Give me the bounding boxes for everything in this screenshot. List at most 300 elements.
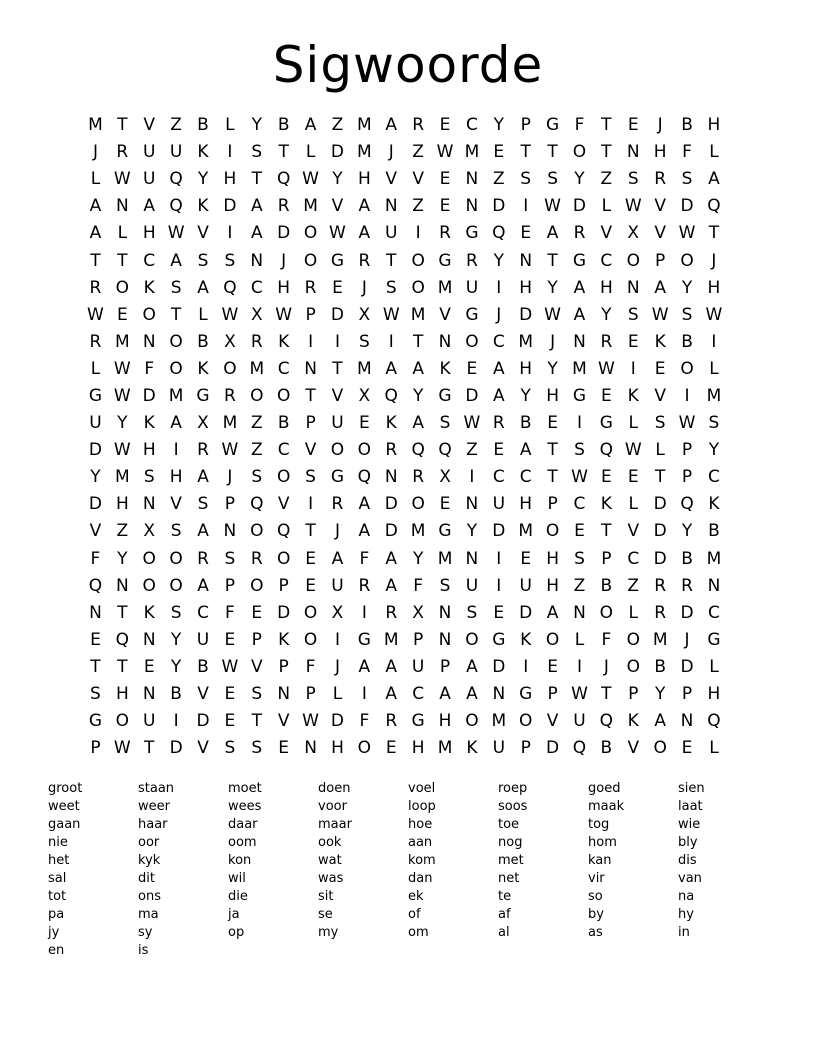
grid-letter: D: [330, 711, 344, 732]
grid-letter: S: [197, 494, 209, 515]
grid-letter: R: [412, 115, 425, 136]
grid-letter: E: [520, 223, 532, 244]
word-bank-item: net: [498, 871, 520, 886]
grid-letter: W: [113, 440, 131, 461]
grid-row: [82, 247, 727, 274]
grid-letter: O: [465, 711, 479, 732]
grid-letter: O: [465, 331, 479, 352]
grid-letter: U: [143, 711, 156, 732]
grid-letter: E: [439, 494, 451, 515]
grid-letter: D: [330, 304, 344, 325]
word-bank-item: gaan: [48, 817, 81, 832]
word-bank-item: kom: [408, 853, 436, 868]
grid-letter: Q: [680, 494, 694, 515]
word-bank-item: dis: [678, 853, 697, 868]
grid-letter: Z: [600, 169, 613, 190]
grid-letter: R: [573, 223, 586, 244]
grid-letter: A: [412, 413, 424, 434]
grid-letter: Y: [170, 629, 182, 650]
word-bank-item: by: [588, 907, 604, 922]
grid-letter: P: [655, 250, 666, 271]
grid-letter: D: [492, 521, 506, 542]
grid-letter: T: [278, 142, 289, 163]
grid-letter: M: [115, 331, 130, 352]
grid-letter: N: [142, 684, 156, 705]
grid-letter: E: [305, 575, 316, 596]
grid-letter: X: [439, 467, 451, 488]
grid-letter: O: [653, 738, 667, 759]
grid-letter: C: [707, 467, 720, 488]
grid-letter: T: [547, 440, 558, 461]
grid-letter: O: [519, 711, 533, 732]
word-bank-item: nog: [498, 835, 523, 850]
grid-letter: Q: [707, 711, 721, 732]
grid-letter: I: [227, 142, 233, 163]
word-bank-item: ook: [318, 835, 342, 850]
grid-row: [82, 112, 727, 139]
grid-letter: L: [601, 196, 612, 217]
grid-letter: V: [331, 385, 344, 406]
grid-letter: S: [305, 467, 316, 488]
grid-letter: R: [385, 440, 398, 461]
grid-letter: I: [227, 223, 233, 244]
grid-letter: V: [331, 196, 344, 217]
grid-letter: P: [224, 494, 236, 515]
grid-letter: G: [196, 385, 210, 406]
grid-letter: O: [303, 250, 318, 271]
grid-letter: H: [707, 684, 721, 705]
grid-letter: G: [465, 304, 479, 325]
grid-letter: V: [439, 304, 451, 325]
word-bank-item: sal: [48, 871, 67, 886]
grid-letter: R: [681, 575, 693, 596]
word-bank-item: oom: [228, 835, 257, 850]
grid-letter: J: [711, 250, 717, 271]
grid-letter: W: [167, 223, 185, 244]
grid-letter: K: [143, 602, 155, 623]
grid-letter: I: [684, 385, 690, 406]
word-bank-item: wat: [318, 853, 342, 868]
grid-letter: J: [550, 331, 556, 352]
grid-letter: K: [520, 629, 532, 650]
word-bank-item: laat: [678, 799, 703, 814]
grid-letter: T: [601, 115, 612, 136]
word-bank-item: het: [48, 853, 70, 868]
grid-letter: A: [492, 385, 505, 406]
grid-letter: W: [275, 304, 293, 325]
grid-letter: D: [680, 602, 694, 623]
grid-letter: O: [680, 250, 694, 271]
grid-letter: E: [627, 331, 639, 352]
grid-letter: W: [651, 304, 669, 325]
grid-letter: S: [170, 602, 182, 623]
grid-letter: A: [439, 684, 451, 705]
grid-letter: N: [573, 331, 586, 352]
grid-letter: E: [547, 656, 558, 677]
word-bank-item: hy: [678, 907, 694, 922]
grid-letter: V: [654, 223, 666, 244]
grid-letter: N: [680, 711, 694, 732]
grid-letter: L: [709, 358, 719, 379]
grid-letter: H: [115, 684, 129, 705]
grid-letter: P: [224, 575, 236, 596]
grid-letter: K: [278, 629, 290, 650]
grid-letter: W: [221, 440, 239, 461]
grid-letter: I: [308, 494, 314, 515]
grid-letter: E: [116, 304, 128, 325]
word-bank-item: aan: [408, 835, 433, 850]
grid-letter: V: [412, 169, 424, 190]
word-bank-item: al: [498, 925, 510, 940]
grid-letter: B: [197, 656, 209, 677]
grid-letter: Z: [492, 169, 505, 190]
word-bank-item: vir: [588, 871, 605, 886]
grid-letter: U: [519, 575, 532, 596]
grid-letter: Y: [466, 521, 478, 542]
grid-letter: S: [170, 521, 182, 542]
grid-letter: C: [627, 548, 640, 569]
grid-letter: T: [601, 684, 612, 705]
grid-letter: R: [250, 548, 263, 569]
grid-letter: Q: [223, 277, 237, 298]
grid-letter: A: [197, 467, 209, 488]
grid-letter: Y: [117, 548, 128, 569]
grid-letter: M: [115, 467, 130, 488]
grid-letter: Z: [331, 115, 344, 136]
word-bank-item: dit: [138, 871, 155, 886]
grid-row: [82, 302, 727, 329]
grid-letter: N: [277, 684, 291, 705]
grid-letter: H: [546, 575, 559, 596]
grid-letter: G: [357, 629, 371, 650]
grid-row: [82, 275, 727, 302]
grid-letter: Z: [116, 521, 129, 542]
grid-letter: A: [358, 196, 371, 217]
grid-letter: A: [89, 196, 102, 217]
grid-letter: F: [359, 548, 370, 569]
grid-letter: U: [465, 277, 479, 298]
grid-letter: O: [169, 331, 183, 352]
grid-letter: V: [197, 738, 209, 759]
grid-letter: S: [520, 169, 532, 190]
word-bank-item: kan: [588, 853, 612, 868]
grid-letter: Y: [681, 521, 693, 542]
grid-letter: G: [572, 250, 587, 271]
grid-letter: B: [600, 738, 613, 759]
word-bank-item: maar: [318, 817, 352, 832]
grid-row: [82, 356, 727, 383]
grid-letter: R: [385, 711, 398, 732]
grid-letter: I: [308, 331, 314, 352]
word-bank-item: moet: [228, 781, 262, 796]
word-bank-item: nie: [48, 835, 68, 850]
grid-letter: T: [601, 521, 612, 542]
grid-letter: M: [437, 277, 453, 298]
grid-letter: F: [413, 575, 424, 596]
grid-letter: Y: [197, 169, 209, 190]
grid-letter: S: [466, 602, 478, 623]
grid-letter: P: [681, 467, 693, 488]
grid-letter: E: [627, 115, 639, 136]
grid-letter: N: [115, 575, 129, 596]
grid-letter: K: [197, 196, 209, 217]
grid-letter: H: [277, 277, 291, 298]
grid-letter: N: [626, 142, 640, 163]
grid-letter: M: [652, 629, 668, 650]
grid-letter: W: [544, 196, 561, 217]
grid-letter: Y: [493, 115, 504, 136]
grid-letter: T: [251, 711, 262, 732]
grid-letter: I: [711, 331, 717, 352]
grid-letter: D: [680, 656, 694, 677]
grid-letter: I: [361, 602, 367, 623]
grid-letter: W: [113, 738, 131, 759]
word-bank-item: sien: [678, 781, 705, 796]
grid-letter: R: [250, 331, 263, 352]
grid-letter: V: [143, 115, 156, 136]
grid-letter: G: [707, 629, 721, 650]
grid-letter: V: [385, 169, 398, 190]
grid-letter: D: [88, 494, 102, 515]
grid-letter: N: [142, 494, 156, 515]
grid-letter: O: [465, 629, 479, 650]
grid-letter: B: [681, 548, 693, 569]
grid-letter: G: [88, 385, 103, 406]
grid-letter: H: [411, 738, 425, 759]
grid-letter: T: [305, 385, 316, 406]
grid-letter: J: [496, 304, 502, 325]
grid-letter: B: [277, 413, 290, 434]
grid-letter: A: [385, 656, 398, 677]
grid-letter: B: [654, 656, 666, 677]
grid-letter: A: [143, 196, 156, 217]
grid-row: [82, 708, 727, 735]
grid-letter: W: [705, 304, 723, 325]
grid-letter: H: [223, 169, 237, 190]
grid-letter: L: [117, 223, 128, 244]
grid-letter: L: [628, 494, 638, 515]
grid-letter: U: [385, 223, 398, 244]
grid-letter: S: [251, 467, 263, 488]
grid-letter: Y: [412, 548, 424, 569]
grid-letter: C: [197, 602, 209, 623]
grid-letter: K: [143, 277, 155, 298]
grid-letter: Y: [332, 169, 343, 190]
grid-letter: O: [303, 223, 318, 244]
word-bank-item: die: [228, 889, 248, 904]
grid-letter: B: [197, 115, 209, 136]
grid-letter: L: [332, 684, 343, 705]
grid-letter: D: [465, 385, 479, 406]
grid-letter: O: [411, 250, 425, 271]
grid-letter: T: [386, 250, 397, 271]
grid-letter: Q: [88, 575, 103, 596]
grid-letter: A: [170, 413, 182, 434]
grid-letter: V: [654, 385, 666, 406]
grid-letter: I: [630, 358, 636, 379]
grid-letter: A: [654, 711, 666, 732]
grid-letter: E: [224, 711, 236, 732]
grid-letter: J: [388, 142, 394, 163]
grid-letter: O: [303, 602, 318, 623]
grid-letter: H: [169, 467, 183, 488]
grid-letter: D: [169, 738, 183, 759]
grid-letter: G: [465, 223, 479, 244]
grid-letter: A: [492, 358, 505, 379]
word-bank-item: oor: [138, 835, 160, 850]
grid-letter: E: [466, 358, 478, 379]
grid-row: [82, 546, 727, 573]
grid-letter: P: [681, 684, 693, 705]
word-bank-item: na: [678, 889, 695, 904]
grid-letter: Q: [572, 738, 587, 759]
grid-letter: M: [572, 358, 587, 379]
grid-letter: K: [143, 413, 155, 434]
grid-letter: C: [412, 684, 425, 705]
grid-letter: N: [304, 358, 317, 379]
grid-letter: R: [385, 602, 398, 623]
grid-letter: A: [385, 684, 398, 705]
grid-letter: H: [707, 277, 721, 298]
grid-letter: P: [251, 629, 262, 650]
grid-letter: E: [600, 385, 612, 406]
grid-letter: E: [493, 440, 505, 461]
grid-letter: R: [197, 440, 209, 461]
word-bank-item: te: [498, 889, 512, 904]
grid-letter: P: [305, 304, 316, 325]
grid-letter: M: [357, 115, 372, 136]
grid-row: [82, 573, 727, 600]
grid-letter: R: [277, 196, 290, 217]
grid-letter: W: [597, 358, 615, 379]
grid-letter: F: [601, 629, 612, 650]
grid-letter: E: [90, 629, 101, 650]
grid-letter: S: [654, 413, 666, 434]
word-bank-item: so: [588, 889, 603, 904]
word-bank-item: dan: [408, 871, 433, 886]
grid-row: [82, 735, 727, 762]
grid-letter: A: [466, 684, 478, 705]
grid-letter: S: [251, 684, 263, 705]
grid-letter: K: [439, 358, 451, 379]
grid-letter: C: [250, 277, 263, 298]
word-bank-item: toe: [498, 817, 520, 832]
grid-letter: D: [223, 196, 237, 217]
grid-letter: A: [358, 494, 371, 515]
grid-letter: R: [331, 494, 344, 515]
grid-letter: P: [520, 738, 531, 759]
grid-letter: X: [331, 602, 344, 623]
word-bank-item: my: [318, 925, 339, 940]
grid-letter: S: [197, 250, 209, 271]
grid-letter: R: [197, 548, 209, 569]
grid-letter: K: [600, 494, 612, 515]
grid-letter: D: [196, 711, 210, 732]
grid-letter: R: [439, 223, 451, 244]
grid-letter: F: [359, 711, 370, 732]
grid-letter: E: [600, 467, 612, 488]
grid-letter: N: [142, 331, 156, 352]
grid-letter: N: [573, 602, 586, 623]
grid-letter: C: [277, 440, 290, 461]
grid-letter: I: [361, 684, 367, 705]
grid-row: [82, 220, 727, 247]
grid-letter: H: [331, 738, 344, 759]
grid-letter: M: [357, 358, 372, 379]
grid-letter: S: [439, 413, 451, 434]
grid-letter: U: [331, 413, 344, 434]
grid-letter: Y: [654, 684, 666, 705]
grid-letter: O: [626, 629, 640, 650]
grid-letter: S: [385, 277, 397, 298]
grid-letter: P: [413, 629, 424, 650]
grid-letter: M: [168, 385, 184, 406]
word-bank-item: haar: [138, 817, 168, 832]
grid-letter: E: [385, 738, 397, 759]
grid-letter: H: [519, 358, 533, 379]
grid-letter: G: [330, 250, 345, 271]
grid-letter: W: [678, 413, 696, 434]
grid-letter: Y: [412, 385, 424, 406]
grid-letter: L: [709, 142, 719, 163]
grid-row: [82, 518, 727, 545]
grid-letter: E: [224, 629, 236, 650]
grid-letter: L: [628, 602, 638, 623]
grid-letter: O: [545, 629, 560, 650]
grid-letter: I: [496, 575, 502, 596]
grid-letter: W: [113, 169, 131, 190]
grid-letter: I: [523, 656, 529, 677]
grid-letter: F: [682, 142, 692, 163]
grid-letter: L: [225, 115, 235, 136]
grid-letter: L: [305, 142, 316, 163]
word-bank-item: weer: [138, 799, 170, 814]
grid-letter: H: [438, 711, 452, 732]
word-bank-item: as: [588, 925, 603, 940]
grid-letter: C: [465, 115, 478, 136]
grid-letter: E: [358, 413, 370, 434]
grid-letter: U: [143, 169, 156, 190]
grid-letter: A: [412, 358, 424, 379]
word-bank-item: staan: [138, 781, 175, 796]
grid-letter: S: [358, 331, 370, 352]
grid-letter: S: [143, 467, 155, 488]
grid-letter: H: [519, 277, 533, 298]
grid-letter: I: [334, 629, 340, 650]
word-bank-item: was: [318, 871, 344, 886]
grid-letter: O: [142, 575, 156, 596]
grid-letter: U: [143, 142, 156, 163]
grid-letter: W: [571, 684, 588, 705]
word-bank-item: kyk: [138, 853, 161, 868]
grid-letter: R: [223, 385, 236, 406]
grid-letter: Q: [411, 440, 425, 461]
grid-letter: M: [249, 358, 265, 379]
grid-letter: S: [251, 738, 263, 759]
grid-row: [82, 383, 727, 410]
grid-letter: A: [385, 358, 398, 379]
grid-letter: D: [88, 440, 102, 461]
grid-letter: M: [518, 331, 534, 352]
grid-letter: W: [221, 304, 239, 325]
grid-letter: V: [304, 440, 317, 461]
grid-letter: E: [547, 413, 558, 434]
grid-letter: P: [439, 656, 451, 677]
grid-letter: L: [90, 358, 101, 379]
grid-letter: O: [142, 304, 156, 325]
grid-letter: R: [654, 602, 667, 623]
grid-letter: H: [519, 494, 533, 515]
